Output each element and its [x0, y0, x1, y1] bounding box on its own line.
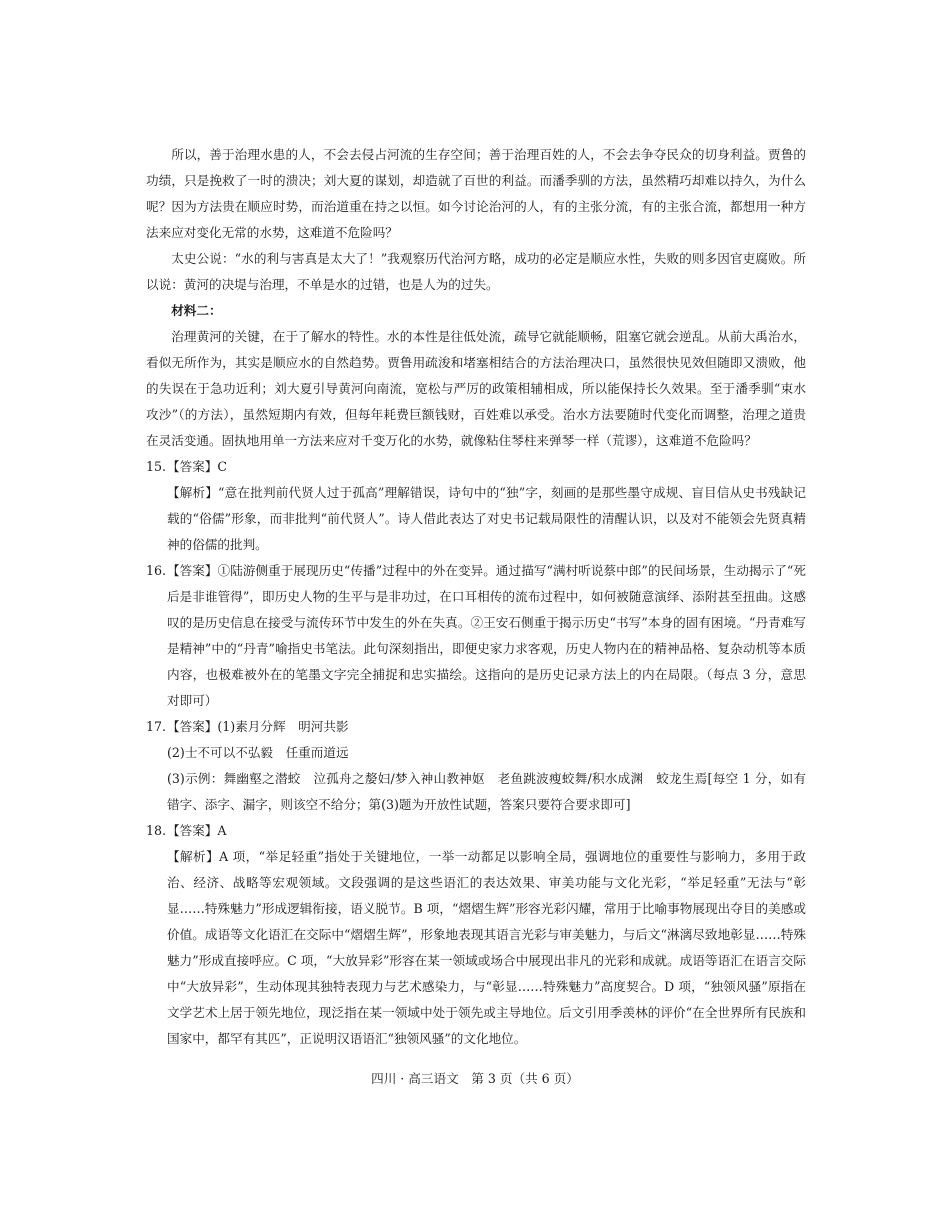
answer-line: 【答案】(1)素月分辉 明河共影: [167, 719, 349, 734]
question-15: [146, 454, 806, 558]
analysis-text: 【解析】A 项，“举足轻重”指处于关键地位，一举一动都足以影响全局，强调地位的重要性与影响力，多用于政治、经济、战略等宏观领域。文段强调的是这些语汇的表达效果、审美功能与文化光彩，“举足轻重”无法与“彰显……特殊魅力”形成逻辑衔接，语义脱节。B 项，“熠熠生辉”形容光彩闪耀，常用于比喻事物展现出夺目的美感或价值。成语等文化语汇在交际中“熠熠生辉”，形象地表现其语言光彩与审美魅力，与后文“淋漓尽致地彰显……特殊魅力”形成直接呼应。C 项，“大放异彩”形容在某一领域或场合中展现出非凡的光彩和成就。成语等语汇在语言交际中“大放异彩”，生动体现其独特表现力与艺术感染力，与“彰显……特殊魅力”高度契合。D 项，“独领风骚”原指在文学艺术上居于领先地位，现泛指在某一领域中处于领先或主导地位。后文引用季羡林的评价“在全世界所有民族和国家中，都罕有其匹”，正说明汉语语汇“独领风骚”的文化地位。: [167, 849, 806, 1046]
question-17: [146, 714, 806, 818]
material-two-heading: 材料二：: [171, 303, 222, 318]
answer-line: 【答案】A: [167, 823, 227, 838]
material-two-text: 治理黄河的关键，在于了解水的特性。水的本性是往低处流，疏导它就能顺畅，阻塞它就会逆乱。从前大禹治水，看似无所作为，其实是顺应水的自然趋势。贾鲁用疏浚和堵塞相结合的方法治理决口，虽然很快见效但随即又溃败，他的失误在于急功近利；刘大夏引导黄河向南流，宽松与严厉的政策相辅相成，所以能保持长久效果。至于潘季驯“束水攻沙”（的方法），虽然短期内有效，但每年耗费巨额钱财，百姓难以承受。治水方法要随时代变化而调整，治理之道贵在灵活变通。固执地用单一方法来应对千变万化的水势，就像粘住琴柱来弹琴一样（荒谬），这难道不危险吗？: [146, 329, 806, 448]
answer-line: 【答案】C: [167, 459, 228, 474]
page-footer: 四川 · 高三语文 第 3 页（共 6 页）: [371, 1071, 579, 1086]
page-body: [146, 142, 806, 1052]
answer-line: (3)示例：舞幽壑之潜蛟 泣孤舟之嫠妇/梦入神山教神妪 老鱼跳波瘦蛟舞/积水成渊 蛟龙生焉[每空 1 分，如有错字、添字、漏字，则该空不给分；第(3)题为开放性试题，答案只要符合要求即可]: [167, 771, 806, 812]
question-16: [146, 558, 806, 714]
question-number: 15.: [146, 459, 167, 474]
analysis-text: 【解析】“意在批判前代贤人过于孤高”理解错误，诗句中的“独”字，刻画的是那些墨守成规、盲目信从史书残缺记载的“俗儒”形象，而非批判“前代贤人”。诗人借此表达了对史书记载局限性的清醒认识，以及对不能领会先贤真精神的俗儒的批判。: [167, 485, 806, 552]
paragraph: 所以，善于治理水患的人，不会去侵占河流的生存空间；善于治理百姓的人，不会去争夺民众的切身利益。贾鲁的功绩，只是挽救了一时的溃决；刘大夏的谋划，却造就了百世的利益。而潘季驯的方法，虽然精巧却难以持久，为什么呢？因为方法贵在顺应时势，而治道重在持之以恒。如今讨论治河的人，有的主张分流，有的主张合流，都想用一种方法来应对变化无常的水势，这难道不危险吗？: [146, 147, 806, 240]
answer-text: 【答案】①陆游侧重于展现历史“传播”过程中的外在变异。通过描写“满村听说蔡中郎”的民间场景，生动揭示了“死后是非谁管得”，即历史人物的生平与是非功过，在口耳相传的流布过程中，如何被随意演绎、添附甚至扭曲。这感叹的是历史信息在接受与流传环节中发生的外在失真。②王安石侧重于揭示历史“书写”本身的固有困境。“丹青难写是精神”中的“丹青”喻指史书笔法。此句深刻指出，即便史家力求客观，历史人物内在的精神品格、复杂动机等本质内容，也极难被外在的笔墨文字完全捕捉和忠实描绘。这指向的是历史记录方法上的内在局限。（每点 3 分，意思对即可）: [167, 563, 806, 708]
question-number: 16.: [146, 563, 167, 578]
paragraph: 太史公说：“水的利与害真是太大了！”我观察历代治河方略，成功的必定是顺应水性，失败的则多因官吏腐败。所以说：黄河的决堤与治理，不单是水的过错，也是人为的过失。: [146, 251, 806, 292]
question-18: [146, 818, 806, 1052]
answer-line: (2)士不可以不弘毅 任重而道远: [167, 745, 349, 760]
question-number: 17.: [146, 719, 167, 734]
question-number: 18.: [146, 823, 167, 838]
